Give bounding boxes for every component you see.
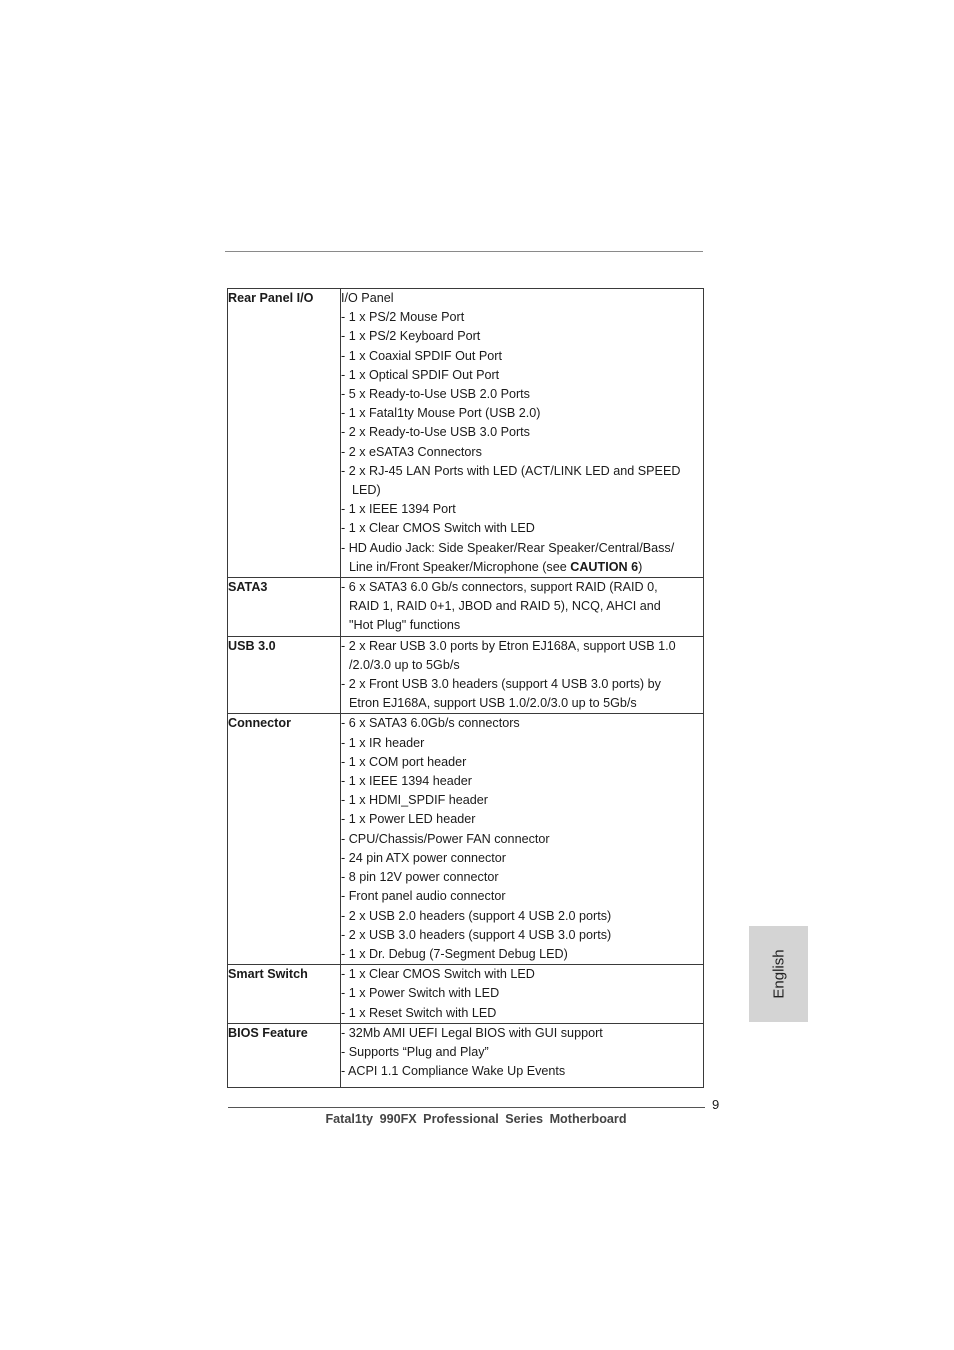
value-line: - 1 x COM port header (341, 754, 467, 769)
row-bios-feature (228, 1023, 704, 1088)
value-line: LED) (352, 483, 381, 498)
value-line: /2.0/3.0 up to 5Gb/s (349, 657, 460, 672)
value-line: - ACPI 1.1 Compliance Wake Up Events (341, 1064, 566, 1079)
value-line: - 2 x Ready-to-Use USB 3.0 Ports (341, 425, 530, 440)
value-line: - Front panel audio connector (341, 889, 506, 904)
value-line: - HD Audio Jack: Side Speaker/Rear Speaker/Central/Bass/ (341, 540, 675, 555)
value-line: - 1 x Power Switch with LED (341, 986, 500, 1001)
row-connector (228, 714, 704, 965)
value-line: - 2 x RJ-45 LAN Ports with LED (ACT/LINK LED and SPEED (341, 463, 681, 478)
value-line: - 1 x PS/2 Mouse Port (341, 310, 465, 325)
spec-table (227, 288, 704, 1088)
value-line-caution: Line in/Front Speaker/Microphone (see CAUTION 6) (349, 559, 643, 574)
footer-title: Fatal1ty 990FX Professional Series Motherboard (325, 1112, 627, 1126)
value-line: - 6 x SATA3 6.0Gb/s connectors (341, 716, 520, 731)
language-tab-label: English (770, 949, 787, 999)
top-rule (225, 251, 703, 252)
value-line: - 1 x PS/2 Keyboard Port (341, 329, 481, 344)
value-line: - 2 x Rear USB 3.0 ports by Etron EJ168A, support USB 1.0 (341, 638, 676, 653)
row-label: BIOS Feature (228, 1025, 308, 1040)
value-line: - 2 x USB 3.0 headers (support 4 USB 3.0 ports) (341, 927, 612, 942)
page-number: 9 (712, 1097, 720, 1112)
row-label: SATA3 (228, 580, 268, 595)
value-line: - 1 x Dr. Debug (7-Segment Debug LED) (341, 946, 568, 961)
value-line: - 1 x Fatal1ty Mouse Port (USB 2.0) (341, 406, 541, 421)
row-label: Smart Switch (228, 967, 308, 982)
value-line: RAID 1, RAID 0+1, JBOD and RAID 5), NCQ, AHCI and (349, 599, 661, 614)
row-label: Connector (228, 716, 291, 731)
value-line: - 2 x USB 2.0 headers (support 4 USB 2.0 ports) (341, 908, 612, 923)
value-line: - 6 x SATA3 6.0 Gb/s connectors, support RAID (RAID 0, (341, 580, 658, 595)
row-usb30 (228, 636, 704, 714)
value-line: - 8 pin 12V power connector (341, 870, 499, 885)
value-line: - 1 x Coaxial SPDIF Out Port (341, 348, 502, 363)
value-line: - 5 x Ready-to-Use USB 2.0 Ports (341, 387, 530, 402)
value-line: - 32Mb AMI UEFI Legal BIOS with GUI support (341, 1025, 603, 1040)
row-sata3 (228, 578, 704, 637)
value-line: - 1 x IR header (341, 735, 425, 750)
value-line: - 1 x Reset Switch with LED (341, 1005, 497, 1020)
value-line: - 1 x Clear CMOS Switch with LED (341, 521, 535, 536)
row-smart-switch (228, 965, 704, 1024)
value-line: - 1 x IEEE 1394 header (341, 774, 472, 789)
row-label: Rear Panel I/O (228, 291, 314, 305)
value-line: - 2 x Front USB 3.0 headers (support 4 USB 3.0 ports) by (341, 677, 661, 692)
value-line: "Hot Plug" functions (349, 618, 461, 633)
value-line: I/O Panel (341, 291, 394, 305)
value-line: - 1 x Power LED header (341, 812, 476, 827)
value-line: - 1 x HDMI_SPDIF header (341, 793, 488, 808)
value-line: - 1 x Optical SPDIF Out Port (341, 367, 500, 382)
language-tab (749, 926, 808, 1022)
footer-rule (228, 1107, 705, 1108)
row-rear-panel-io (228, 289, 704, 578)
value-line: - 2 x eSATA3 Connectors (341, 444, 482, 459)
value-line: - Supports “Plug and Play” (341, 1044, 489, 1059)
value-line: - 1 x Clear CMOS Switch with LED (341, 967, 535, 982)
value-line: - 24 pin ATX power connector (341, 850, 506, 865)
value-line: - 1 x IEEE 1394 Port (341, 502, 456, 517)
value-line: - CPU/Chassis/Power FAN connector (341, 831, 550, 846)
value-line: Etron EJ168A, support USB 1.0/2.0/3.0 up to 5Gb/s (349, 696, 637, 711)
caution-ref: CAUTION 6 (570, 559, 639, 574)
row-label: USB 3.0 (228, 638, 276, 653)
